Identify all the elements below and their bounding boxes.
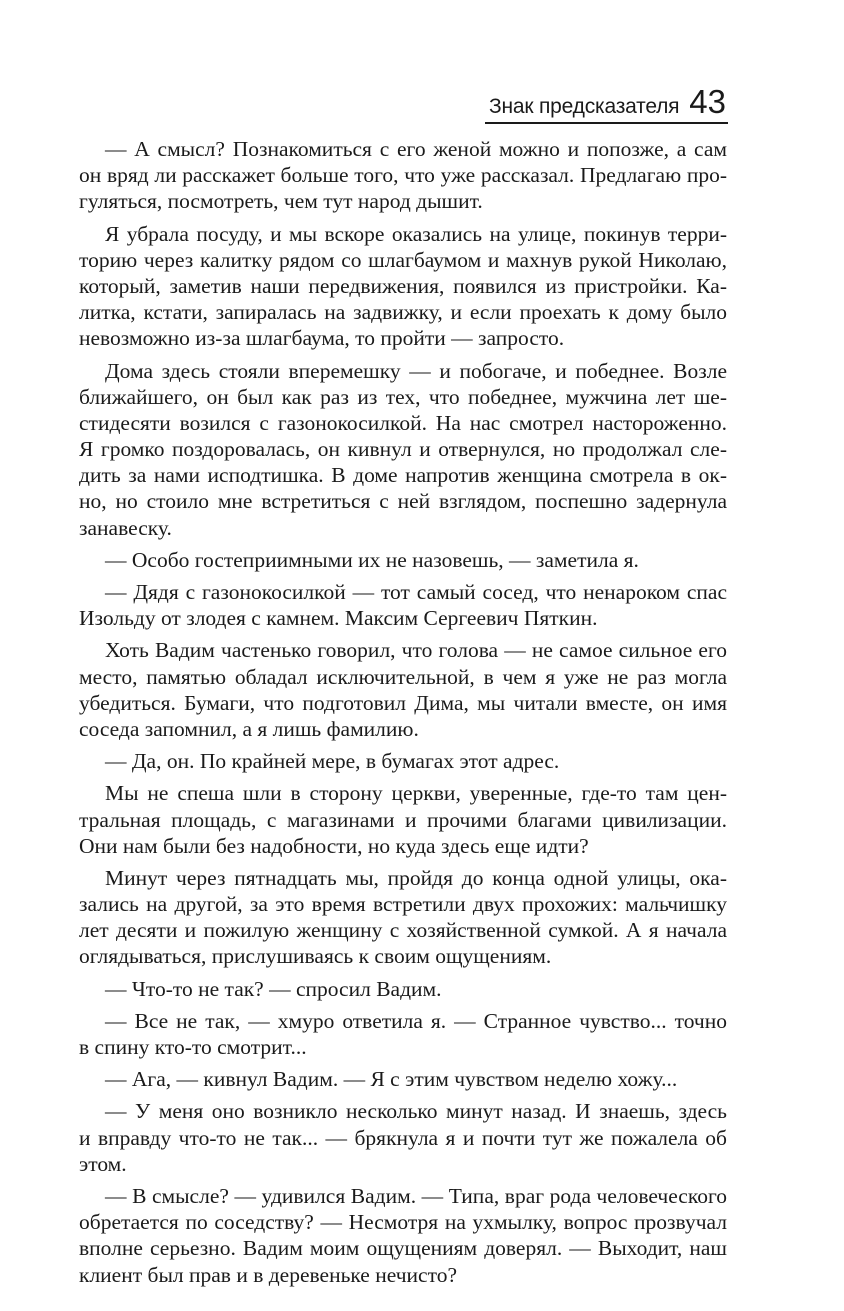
text-line: оглядываться, прислушиваясь к своим ощущениям.: [79, 944, 552, 969]
text-line: Дома здесь стояли вперемешку — и побогаче, и победнее. Возле: [105, 358, 727, 383]
running-head: [485, 83, 728, 124]
running-head-title: Знак предсказателя: [489, 95, 680, 118]
text-line: Я убрала посуду, и мы вскоре оказались на улице, покинув терри-: [105, 221, 727, 246]
text-line: Хоть Вадим частенько говорил, что голова — не самое сильное его: [105, 638, 727, 663]
text-line: но, но стоило мне встретиться с ней взглядом, поспешно задернула: [79, 489, 727, 514]
text-line: — Ага, — кивнул Вадим. — Я с этим чувством неделю хожу...: [105, 1067, 678, 1092]
text-line: — У меня оно возникло несколько минут назад. И знаешь, здесь: [105, 1099, 727, 1124]
text-line: — В смысле? — удивился Вадим. — Типа, враг рода человеческого: [105, 1183, 727, 1208]
text-line: Они нам были без надобности, но куда здесь еще идти?: [79, 833, 589, 858]
page-number: 43: [689, 83, 726, 120]
body-text: [79, 136, 727, 1288]
text-line: лет десяти и пожилую женщину с хозяйственной сумкой. А я начала: [79, 918, 727, 943]
text-line: дить за нами исподтишка. В доме напротив женщина смотрела в ок-: [79, 463, 727, 488]
text-line: ближайшего, он был как раз из тех, что победнее, мужчина лет ше-: [79, 384, 727, 409]
text-line: и вправду что-то не так... — брякнула я и почти тут же пожалела об: [79, 1125, 727, 1150]
text-line: клиент был прав и в деревеньке нечисто?: [79, 1262, 457, 1287]
text-line: который, заметив наши передвижения, появился из пристройки. Ка-: [79, 273, 727, 298]
text-line: этом.: [79, 1151, 127, 1176]
text-line: Изольду от злодея с камнем. Максим Сергеевич Пяткин.: [79, 606, 598, 631]
text-line: — А смысл? Познакомиться с его женой можно и попозже, а сам: [105, 137, 727, 161]
text-line: Я громко поздоровалась, он кивнул и отвернулся, но продолжал сле-: [79, 437, 727, 462]
text-line: занавеску.: [79, 515, 172, 540]
text-line: убедиться. Бумаги, что подготовил Дима, мы читали вместе, он имя: [79, 690, 727, 715]
text-line: невозможно из-за шлагбаума, то пройти — запросто.: [79, 326, 565, 351]
text-line: в спину кто-то смотрит...: [79, 1035, 307, 1059]
text-line: — Да, он. По крайней мере, в бумагах этот адрес.: [105, 749, 560, 774]
text-line: — Особо гостеприимными их не назовешь, — заметила я.: [105, 547, 639, 572]
text-line: вполне серьезно. Вадим моим ощущениям доверял. — Выходит, наш: [79, 1236, 727, 1261]
text-line: обретается по соседству? — Несмотря на ухмылку, вопрос прозвучал: [79, 1210, 727, 1235]
text-line: место, памятью обладал исключительной, в чем я уже не раз могла: [79, 664, 727, 689]
text-line: тральная площадь, с магазинами и прочими благами цивилизации.: [79, 807, 727, 832]
text-line: торию через калитку рядом со шлагбаумом и махнув рукой Николаю,: [79, 247, 727, 272]
text-line: — Все не так, — хмуро ответила я. — Странное чувство... точно: [105, 1008, 727, 1033]
text-line: литка, кстати, запиралась на задвижку, и если проехать к дому было: [79, 300, 727, 325]
text-line: Мы не спеша шли в сторону церкви, уверенные, где-то там цен-: [105, 781, 727, 806]
text-line: гуляться, посмотреть, чем тут народ дышит.: [79, 189, 483, 214]
text-line: Минут через пятнадцать мы, пройдя до конца одной улицы, ока-: [105, 865, 727, 890]
text-line: соседа запомнил, а я лишь фамилию.: [79, 716, 419, 741]
text-line: — Что-то не так? — спросил Вадим.: [105, 976, 442, 1001]
text-line: он вряд ли расскажет больше того, что уже рассказал. Предлагаю про-: [79, 163, 727, 188]
text-line: зались на другой, за это время встретили двух прохожих: мальчишку: [79, 892, 727, 917]
text-line: — Дядя с газонокосилкой — тот самый сосед, что ненароком спас: [105, 580, 727, 604]
text-line: стидесяти возился с газонокосилкой. На нас смотрел настороженно.: [79, 410, 727, 435]
